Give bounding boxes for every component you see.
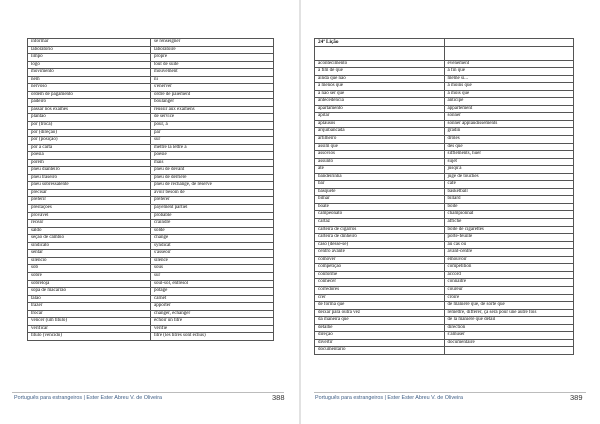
portuguese-term: sopa de macarrão bbox=[28, 288, 151, 296]
portuguese-term: apitar bbox=[315, 113, 445, 121]
table-row bbox=[315, 98, 574, 106]
vocabulary-table-left bbox=[27, 38, 274, 341]
french-term: sous bbox=[151, 265, 274, 273]
french-term: ni bbox=[151, 76, 274, 84]
portuguese-term: a fim de que bbox=[315, 68, 445, 76]
table-row bbox=[28, 325, 274, 333]
portuguese-term: basquete bbox=[315, 188, 445, 196]
table-row bbox=[28, 310, 274, 318]
french-term: apporter bbox=[151, 303, 274, 311]
portuguese-term: por (direção) bbox=[28, 129, 151, 137]
table-row bbox=[315, 75, 574, 83]
table-row bbox=[315, 324, 574, 332]
french-term: poésie bbox=[151, 152, 274, 160]
french-term: café bbox=[444, 181, 574, 189]
table-row bbox=[28, 84, 274, 92]
table-row bbox=[28, 303, 274, 311]
table-row bbox=[315, 249, 574, 257]
portuguese-term: informar bbox=[28, 39, 151, 47]
table-row bbox=[315, 151, 574, 159]
table-row bbox=[315, 166, 574, 174]
french-term: jusqu'à bbox=[444, 166, 574, 174]
french-term: réussir aux examens bbox=[151, 106, 274, 114]
portuguese-term: laboratório bbox=[28, 46, 151, 54]
french-term bbox=[444, 347, 574, 355]
portuguese-term: movimento bbox=[28, 69, 151, 77]
portuguese-term: boate bbox=[315, 203, 445, 211]
french-term: même si... bbox=[444, 75, 574, 83]
table-row bbox=[315, 68, 574, 76]
table-row bbox=[28, 69, 274, 77]
french-term: payement partiel bbox=[151, 205, 274, 213]
portuguese-term: carteira de dinheiro bbox=[315, 234, 445, 242]
portuguese-term: nervoso bbox=[28, 84, 151, 92]
footer-divider bbox=[314, 392, 586, 393]
table-row bbox=[315, 173, 574, 181]
table-row bbox=[28, 129, 274, 137]
table-row bbox=[315, 60, 574, 68]
portuguese-term: documentário bbox=[315, 347, 445, 355]
table-row bbox=[315, 264, 574, 272]
spacer-cell bbox=[444, 46, 574, 60]
table-row bbox=[315, 203, 574, 211]
table-row bbox=[315, 113, 574, 121]
french-term: appartement bbox=[444, 105, 574, 113]
french-term: affiche bbox=[444, 219, 574, 227]
table-row bbox=[28, 318, 274, 326]
portuguese-term: assim que bbox=[315, 143, 445, 151]
french-term: sonner applaudissements bbox=[444, 120, 574, 128]
table-row bbox=[315, 271, 574, 279]
french-term: basketball bbox=[444, 188, 574, 196]
portuguese-term: divertir bbox=[315, 339, 445, 347]
portuguese-term: por (troca) bbox=[28, 122, 151, 130]
vocabulary-table-right bbox=[314, 38, 574, 355]
portuguese-term: título (vencido) bbox=[28, 333, 151, 341]
table-row bbox=[28, 39, 274, 47]
portuguese-term: sob bbox=[28, 265, 151, 273]
portuguese-term: até bbox=[315, 166, 445, 174]
portuguese-term: sobre bbox=[28, 272, 151, 280]
french-term: sur bbox=[151, 137, 274, 145]
french-term: juge de touches bbox=[444, 173, 574, 181]
french-term: boîte de cigarettes bbox=[444, 226, 574, 234]
portuguese-term: verificar bbox=[28, 325, 151, 333]
table-row bbox=[28, 54, 274, 62]
french-term: s'amuser bbox=[444, 332, 574, 340]
lesson-title: 24ª Lição bbox=[315, 39, 445, 47]
portuguese-term: apartamento bbox=[315, 105, 445, 113]
table-row bbox=[28, 272, 274, 280]
portuguese-term: pôr a carta bbox=[28, 144, 151, 152]
page-number-right: 389 bbox=[570, 393, 583, 402]
french-term: drôles bbox=[444, 136, 574, 144]
french-term: probable bbox=[151, 212, 274, 220]
table-row bbox=[315, 286, 574, 294]
french-term: ordre de paiement bbox=[151, 91, 274, 99]
table-row bbox=[315, 279, 574, 287]
french-term: évènement bbox=[444, 60, 574, 68]
table-row bbox=[28, 257, 274, 265]
portuguese-term: centro avante bbox=[315, 249, 445, 257]
portuguese-term: seção de câmbio bbox=[28, 235, 151, 243]
portuguese-term: saldo bbox=[28, 227, 151, 235]
table-row bbox=[315, 347, 574, 355]
french-term: mouvement bbox=[151, 69, 274, 77]
french-term: accord bbox=[444, 271, 574, 279]
portuguese-term: vencer (um título) bbox=[28, 318, 151, 326]
table-row bbox=[28, 106, 274, 114]
table-row bbox=[315, 211, 574, 219]
table-row bbox=[28, 295, 274, 303]
footer-divider bbox=[12, 392, 284, 393]
french-term: syndicat bbox=[151, 242, 274, 250]
portuguese-term: de forma que bbox=[315, 302, 445, 310]
french-term: dès que bbox=[444, 143, 574, 151]
table-header-row bbox=[315, 39, 574, 47]
french-term: boîte bbox=[444, 203, 574, 211]
table-row bbox=[28, 174, 274, 182]
french-term: mais bbox=[151, 159, 274, 167]
portuguese-term: a não ser que bbox=[315, 90, 445, 98]
portuguese-term: prestações bbox=[28, 205, 151, 213]
portuguese-term: silêncio bbox=[28, 257, 151, 265]
french-term: de la manière que détail bbox=[444, 317, 574, 325]
table-row bbox=[28, 242, 274, 250]
french-term: préférer bbox=[151, 197, 274, 205]
portuguese-term: campeonato bbox=[315, 211, 445, 219]
table-row bbox=[315, 226, 574, 234]
table-row bbox=[28, 182, 274, 190]
portuguese-term: bar bbox=[315, 181, 445, 189]
french-term: porte-feuille bbox=[444, 234, 574, 242]
spacer-cell bbox=[315, 46, 445, 60]
french-term: sifflements, huer bbox=[444, 151, 574, 159]
portuguese-term: bilhar bbox=[315, 196, 445, 204]
table-row bbox=[28, 91, 274, 99]
table-row bbox=[315, 234, 574, 242]
table-row bbox=[28, 333, 274, 341]
portuguese-term: da maneira que bbox=[315, 317, 445, 325]
portuguese-term: cartaz bbox=[315, 219, 445, 227]
table-row bbox=[28, 235, 274, 243]
portuguese-term: pneu dianteiro bbox=[28, 167, 151, 175]
french-term: par bbox=[151, 129, 274, 137]
portuguese-term: sobreloja bbox=[28, 280, 151, 288]
table-row bbox=[315, 136, 574, 144]
table-row bbox=[28, 122, 274, 130]
portuguese-term: comover bbox=[315, 256, 445, 264]
table-row bbox=[28, 189, 274, 197]
portuguese-term: acontecimento bbox=[315, 60, 445, 68]
french-term: championnat bbox=[444, 211, 574, 219]
portuguese-term: corredores bbox=[315, 286, 445, 294]
portuguese-term: arquibancada bbox=[315, 128, 445, 136]
french-term: à mois que bbox=[444, 90, 574, 98]
table-row bbox=[28, 46, 274, 54]
table-row bbox=[28, 280, 274, 288]
french-term: émouvoir bbox=[444, 256, 574, 264]
french-term: tout de suite bbox=[151, 61, 274, 69]
table-row bbox=[315, 309, 574, 317]
table-row bbox=[315, 181, 574, 189]
portuguese-term: antecedência bbox=[315, 98, 445, 106]
left-page bbox=[0, 0, 299, 424]
portuguese-term: a menos que bbox=[315, 83, 445, 91]
footer-text-left: Português para estrangeiros | Ester Ester Abreu V. de Oliveira bbox=[14, 395, 163, 401]
table-row bbox=[28, 137, 274, 145]
portuguese-term: padeiro bbox=[28, 99, 151, 107]
table-row bbox=[315, 241, 574, 249]
french-term: pneu de devant bbox=[151, 167, 274, 175]
portuguese-term: trazer bbox=[28, 303, 151, 311]
portuguese-term: porém bbox=[28, 159, 151, 167]
table-row bbox=[315, 83, 574, 91]
portuguese-term: plantão bbox=[28, 114, 151, 122]
french-term: connaître bbox=[444, 279, 574, 287]
french-term: sur bbox=[151, 272, 274, 280]
portuguese-term: deixar para outra vez bbox=[315, 309, 445, 317]
table-row bbox=[315, 339, 574, 347]
portuguese-term: nem bbox=[28, 76, 151, 84]
french-term: carnet bbox=[151, 295, 274, 303]
french-term: croire bbox=[444, 294, 574, 302]
table-row bbox=[315, 90, 574, 98]
portuguese-term: poesia bbox=[28, 152, 151, 160]
table-row bbox=[28, 250, 274, 258]
portuguese-term: carteira de cigarros bbox=[315, 226, 445, 234]
portuguese-term: pneu sobressalente bbox=[28, 182, 151, 190]
portuguese-term: ordem de pagamento bbox=[28, 91, 151, 99]
table-row bbox=[315, 256, 574, 264]
french-term: se renseigner bbox=[151, 39, 274, 47]
table-row bbox=[28, 61, 274, 69]
french-term: mettre la lettre à bbox=[151, 144, 274, 152]
table-row bbox=[28, 220, 274, 228]
french-term: remettre, différer, ça sera pour une autre fois bbox=[444, 309, 574, 317]
french-term: pneu de derrière bbox=[151, 174, 274, 182]
table-row bbox=[28, 288, 274, 296]
portuguese-term: passar nos exames bbox=[28, 106, 151, 114]
portuguese-term: sindicato bbox=[28, 242, 151, 250]
french-term: s'énerver bbox=[151, 84, 274, 92]
table-row bbox=[315, 128, 574, 136]
french-term: s'asseoir bbox=[151, 250, 274, 258]
french-term: solde bbox=[151, 227, 274, 235]
portuguese-term: conforme bbox=[315, 271, 445, 279]
table-row bbox=[315, 332, 574, 340]
table-row bbox=[315, 317, 574, 325]
table-row bbox=[315, 302, 574, 310]
portuguese-term: artilheiro bbox=[315, 136, 445, 144]
table-row bbox=[315, 143, 574, 151]
french-term: billard bbox=[444, 196, 574, 204]
french-term: à moins que bbox=[444, 83, 574, 91]
portuguese-term: preferir bbox=[28, 197, 151, 205]
portuguese-term: conhecer bbox=[315, 279, 445, 287]
table-row bbox=[315, 219, 574, 227]
portuguese-term: assovios bbox=[315, 151, 445, 159]
french-term: direction bbox=[444, 324, 574, 332]
table-row bbox=[28, 159, 274, 167]
portuguese-term: aplausos bbox=[315, 120, 445, 128]
portuguese-term: caso (desse-se) bbox=[315, 241, 445, 249]
french-term: vérifie bbox=[151, 325, 274, 333]
french-term: avant-centre bbox=[444, 249, 574, 257]
portuguese-term: trocar bbox=[28, 310, 151, 318]
portuguese-term: talão bbox=[28, 295, 151, 303]
french-term: boulanger bbox=[151, 99, 274, 107]
french-term: craindre bbox=[151, 220, 274, 228]
french-term: pour, à bbox=[151, 122, 274, 130]
portuguese-term: logo bbox=[28, 61, 151, 69]
french-term: compétition bbox=[444, 264, 574, 272]
right-page bbox=[301, 0, 600, 424]
french-term: gradin bbox=[444, 128, 574, 136]
french-term: à fin que bbox=[444, 68, 574, 76]
header-empty-cell bbox=[444, 39, 574, 47]
french-term: documentaire bbox=[444, 339, 574, 347]
french-term: propre bbox=[151, 54, 274, 62]
portuguese-term: pneu traseiro bbox=[28, 174, 151, 182]
table-row bbox=[28, 265, 274, 273]
portuguese-term: detalhe bbox=[315, 324, 445, 332]
table-row bbox=[315, 158, 574, 166]
table-row bbox=[315, 196, 574, 204]
table-row bbox=[28, 205, 274, 213]
table-row bbox=[315, 105, 574, 113]
french-term: échoir un titre bbox=[151, 318, 274, 326]
table-row bbox=[28, 152, 274, 160]
french-term: au cas où bbox=[444, 241, 574, 249]
french-term: anticipé bbox=[444, 98, 574, 106]
table-row bbox=[28, 197, 274, 205]
french-term: potage bbox=[151, 288, 274, 296]
french-term: soul-sol, entresol bbox=[151, 280, 274, 288]
portuguese-term: crer bbox=[315, 294, 445, 302]
table-row bbox=[28, 99, 274, 107]
portuguese-term: precisar bbox=[28, 189, 151, 197]
french-term: silence bbox=[151, 257, 274, 265]
footer-text-right: Português para estrangeiros | Ester Ester Abreu V. de Oliveira bbox=[315, 395, 464, 401]
table-row bbox=[28, 114, 274, 122]
page-number-left: 388 bbox=[272, 393, 285, 402]
portuguese-term: recear bbox=[28, 220, 151, 228]
french-term: sonner bbox=[444, 113, 574, 121]
french-term: laboratoire bbox=[151, 46, 274, 54]
table-row bbox=[315, 188, 574, 196]
table-spacer-row bbox=[315, 46, 574, 60]
portuguese-term: ainda que não bbox=[315, 75, 445, 83]
portuguese-term: limpo bbox=[28, 54, 151, 62]
french-term: de service bbox=[151, 114, 274, 122]
table-row bbox=[315, 294, 574, 302]
portuguese-term: provável bbox=[28, 212, 151, 220]
french-term: change bbox=[151, 235, 274, 243]
french-term: changer, échanger bbox=[151, 310, 274, 318]
table-row bbox=[28, 212, 274, 220]
table-row bbox=[28, 167, 274, 175]
portuguese-term: direção bbox=[315, 332, 445, 340]
table-row bbox=[315, 120, 574, 128]
table-row bbox=[28, 227, 274, 235]
french-term: coureur bbox=[444, 286, 574, 294]
table-row bbox=[28, 144, 274, 152]
french-term: sujet bbox=[444, 158, 574, 166]
portuguese-term: competição bbox=[315, 264, 445, 272]
table-row bbox=[28, 76, 274, 84]
portuguese-term: assunto bbox=[315, 158, 445, 166]
french-term: de manière que, de sorte que bbox=[444, 302, 574, 310]
portuguese-term: sentar bbox=[28, 250, 151, 258]
french-term: avoir besoin de bbox=[151, 189, 274, 197]
portuguese-term: por (posição) bbox=[28, 137, 151, 145]
portuguese-term: bandeirinha bbox=[315, 173, 445, 181]
french-term: pneu de rechange, de réserve bbox=[151, 182, 274, 190]
french-term: titre (les titres sont échus) bbox=[151, 333, 274, 341]
